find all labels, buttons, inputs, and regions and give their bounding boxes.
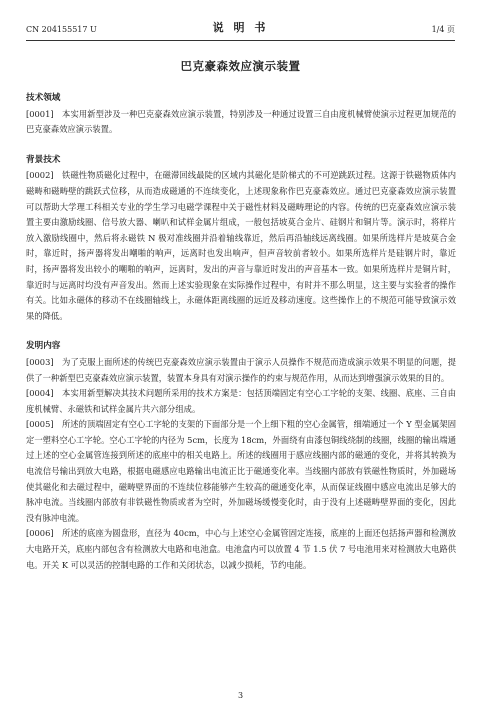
section-label: 说 明 书 (212, 21, 269, 34)
paragraph-0004: [0004] 本实用新型解决其技术问题所采用的技术方案是：包括顶端固定有空心工字轮的支架、线圈、底座、三自由度机械臂、永磁铁和试样金属片共六部分组成。 (26, 388, 456, 414)
page-header (26, 23, 455, 37)
paragraph-0001: [0001] 本实用新型涉及一种巴克豪森效应演示装置，特别涉及一种通过设置三自由度机械臂使演示过程更加规范的巴克豪森效应演示装置。 (26, 108, 456, 135)
paragraph-0006: [0006] 所述的底座为圆盘形，直径为 40cm，中心与上述空心金属管固定连接，底座的上面还包括扬声器和检测放大电路开关，底座内部包含有检测放大电路和电池盒。电池盒内可以放置 4 节 1.5 伏 7 号电池用来对检测放大电路供电。开关 K 可以灵活的控制电路的工作和关闭状态，以减少损耗，节约电能。 (26, 528, 456, 570)
page-count: 1/4 页 (431, 25, 455, 34)
header-divider (26, 40, 455, 41)
document-title: 巴克豪森效应演示装置 (180, 59, 301, 73)
heading-summary: 发明内容 (26, 341, 61, 352)
paragraph-0002: [0002] 铁磁性物质磁化过程中，在磁滞回线最陡的区域内其磁化是阶梯式的不可逆跳跃过程。这源于铁磁物质体内磁畴和磁畴壁的跳跃式位移，从而造成磁通的不连续变化，上述现象称作巴克豪森效应。通过巴克豪森效应演示装置可以帮助大学理工科相关专业的学生学习电磁学课程中关于磁性材料及磁畴理论的内容。传统的巴克豪森效应演示装置主要由激励线圈、信号放大器、喇叭和试样金属片组成，一般包括坡莫合金片、硅钢片和铜片等。演示时，将样片放入激励线圈中，然后将永磁铁 N 极对准线圈并沿着轴线靠近，然后再沿轴线远离线圈。如果所选样片是坡莫合金时，靠近时，扬声器将发出嘲啪的响声，远离时也发出响声，但声音较前者较小。如果所选样片是硅钢片时，靠近时，扬声器将发出较小的嘲啪的响声，远离时，发出的声音与靠近时发出的声音基本一致。如果所选样片是铜片时，靠近时与远离时均没有声音发出。然而上述实验现象在实际操作过程中，有时并不那么明显，这主要与实验者的操作有关。比如永磁体的移动不在线圈轴线上，永磁体距离线圈的远近及移动速度。这些操作上的不规范可能导致演示效果的降低。 (26, 170, 456, 321)
paragraph-0005: [0005] 所述的顶端固定有空心工字轮的支架的下面部分是一个上细下粗的空心金属管，细端通过一个 Y 型金属架固定一塑料空心工字轮。空心工字轮的内径为 5cm，长度为 18cm，外面绕有由漆包铜线绕制的线圈，线圈的输出端通过上述的空心金属管连接到所述的底座中的相关电路上。所述的线圈用于感应线圈内部的磁通的变化，并将其转换为电流信号输出到放大电路，根据电磁感应电路输出电流正比于磁通变化率。当线圈内部放有铁磁性物质时，外加磁场使其磁化和去磁过程中，磁畴壁界面的不连续位移能够产生较高的磁通变化率，从而保证线圈中感应电流出足够大的脉冲电流。当线圈内部放有非铁磁性物质或者为空时，外加磁场缓慢变化时，由于没有上述磁畴壁界面的变化，因此没有脉冲电流。 (26, 419, 456, 523)
heading-background: 背景技术 (26, 154, 61, 165)
page-number: 3 (237, 691, 244, 700)
section-gap (26, 138, 456, 153)
document-body (26, 91, 456, 573)
section-gap (26, 324, 456, 339)
patent-number: CN 204155517 U (26, 25, 97, 34)
heading-tech-field: 技术领域 (26, 93, 61, 103)
paragraph-0003: [0003] 为了克服上面所述的传统巴克豪森效应演示装置由于演示人员操作不规范而造成演示效果不明显的问题，提供了一种新型巴克豪森效应演示装置，装置本身具有对演示操作的约束与规范作用，从而达到增强演示效果的目的。 (26, 356, 456, 383)
